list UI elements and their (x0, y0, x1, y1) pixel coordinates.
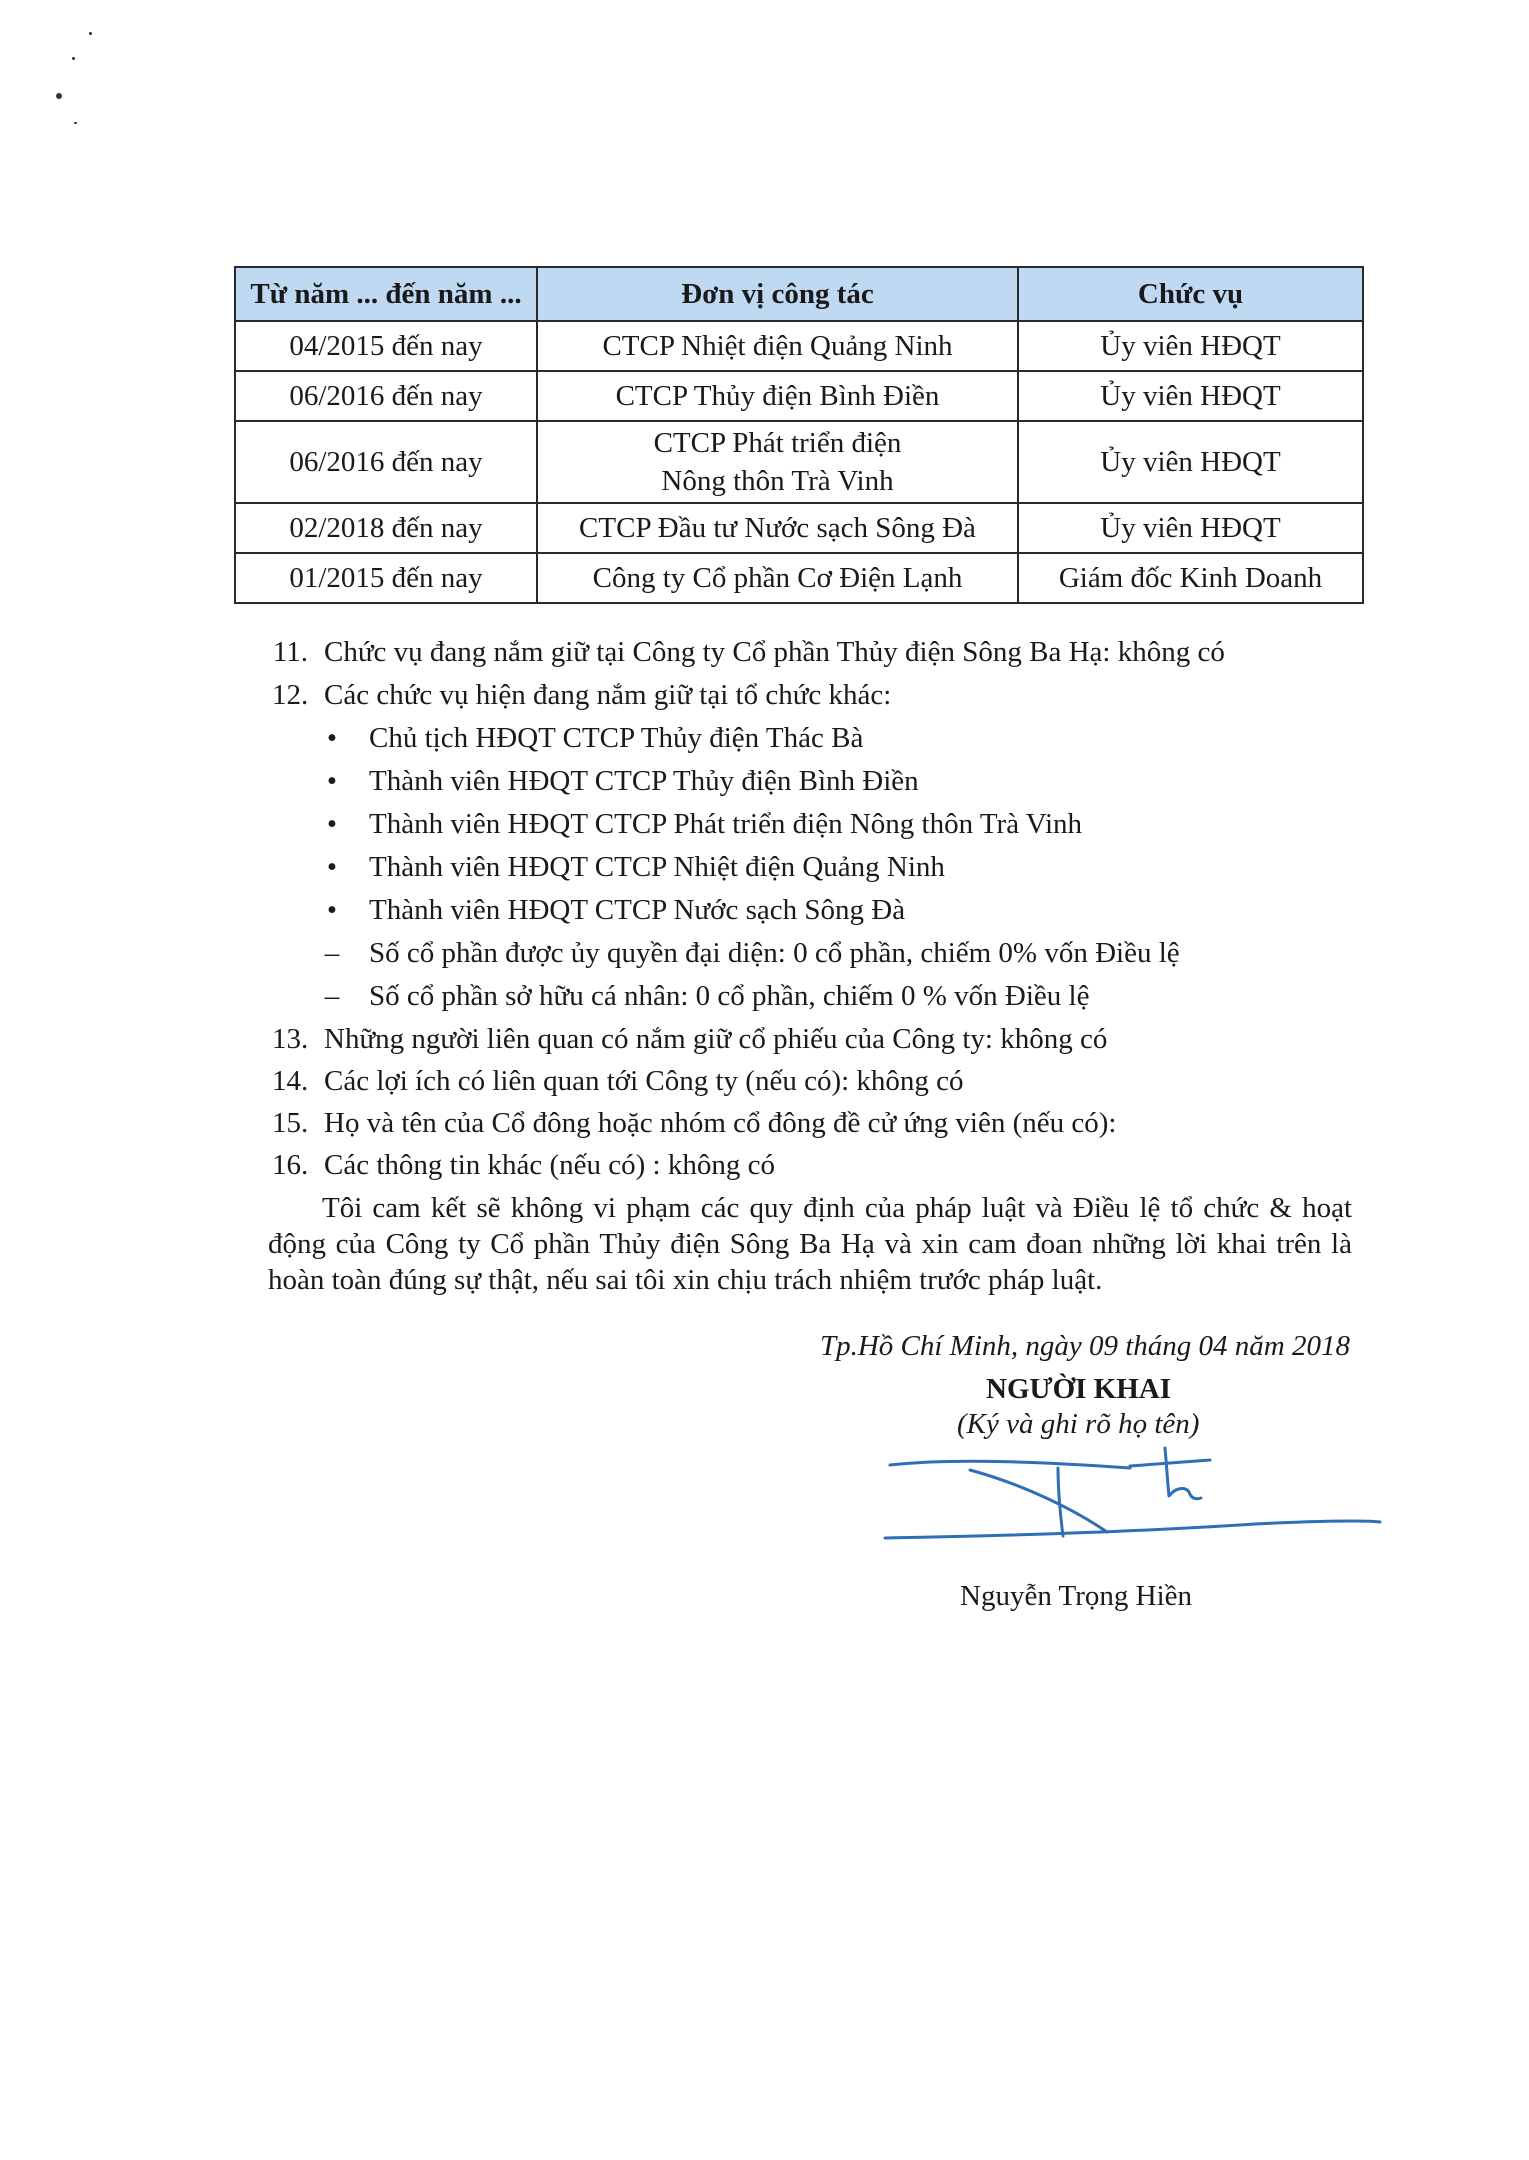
commitment-paragraph: Tôi cam kết sẽ không vi phạm các quy định của pháp luật và Điều lệ tổ chức & hoạt động của Công ty Cổ phần Thủy điện Sông Ba Hạ và xin cam đoan những lời khai trên là hoàn toàn đúng sự thật, nếu sai tôi xin chịu trách nhiệm trước pháp luật. (268, 1192, 1352, 1296)
scan-speck (72, 57, 75, 60)
cell-position: Giám đốc Kinh Doanh (1018, 553, 1363, 603)
bullet-mark: • (326, 722, 338, 754)
dash-mark: – (324, 980, 340, 1012)
signature-instruction: (Ký và ghi rõ họ tên) (957, 1408, 1200, 1440)
item-text: Các chức vụ hiện đang nắm giữ tại tổ chức khác: (324, 679, 892, 711)
cell-unit-line: CTCP Phát triển điện (653, 427, 902, 459)
bullet-text: Chủ tịch HĐQT CTCP Thủy điện Thác Bà (369, 722, 864, 754)
cell-position: Ủy viên HĐQT (1018, 371, 1363, 421)
scan-speck (74, 122, 77, 124)
cell-unit-line: Nông thôn Trà Vinh (661, 465, 894, 497)
header-period: Từ năm ... đến năm ... (235, 267, 537, 321)
cell-period: 06/2016 đến nay (235, 371, 537, 421)
item-number: 11. (272, 636, 308, 668)
table-row (235, 421, 1363, 503)
cell-unit: CTCP Nhiệt điện Quảng Ninh (537, 321, 1018, 371)
bullet-mark: • (326, 765, 338, 797)
bullet-mark: • (326, 851, 338, 883)
cell-unit: CTCP Đầu tư Nước sạch Sông Đà (537, 503, 1018, 553)
scan-speck (89, 32, 92, 35)
table-header-row (235, 267, 1363, 321)
cell-period: 04/2015 đến nay (235, 321, 537, 371)
cell-unit: Công ty Cổ phần Cơ Điện Lạnh (537, 553, 1018, 603)
bullet-mark: • (326, 894, 338, 926)
item-text: Các thông tin khác (nếu có) : không có (324, 1149, 775, 1181)
table-row (235, 553, 1363, 603)
cell-unit (537, 421, 1018, 503)
header-position: Chức vụ (1018, 267, 1363, 321)
item-text: Chức vụ đang nắm giữ tại Công ty Cổ phần Thủy điện Sông Ba Hạ: không có (324, 636, 1225, 668)
handwritten-signature (875, 1440, 1395, 1550)
dash-mark: – (324, 937, 340, 969)
item-text: Các lợi ích có liên quan tới Công ty (nếu có): không có (324, 1065, 964, 1097)
table-row (235, 503, 1363, 553)
bullet-mark: • (326, 808, 338, 840)
item-number: 14. (272, 1065, 309, 1097)
item-number: 12. (272, 679, 309, 711)
cell-position: Ủy viên HĐQT (1018, 321, 1363, 371)
bullet-text: Thành viên HĐQT CTCP Phát triển điện Nông thôn Trà Vinh (369, 808, 1083, 840)
cell-period: 02/2018 đến nay (235, 503, 537, 553)
item-text: Họ và tên của Cổ đông hoặc nhóm cổ đông đề cử ứng viên (nếu có): (324, 1107, 1117, 1139)
cell-period: 06/2016 đến nay (235, 421, 537, 503)
dash-text: Số cổ phần sở hữu cá nhân: 0 cổ phần, chiếm 0 % vốn Điều lệ (369, 980, 1090, 1012)
work-history-table (234, 266, 1364, 604)
table-row (235, 371, 1363, 421)
cell-period: 01/2015 đến nay (235, 553, 537, 603)
item-number: 16. (272, 1149, 309, 1181)
bullet-text: Thành viên HĐQT CTCP Nước sạch Sông Đà (369, 894, 906, 926)
signer-title: NGƯỜI KHAI (986, 1373, 1172, 1405)
cell-unit: CTCP Thủy điện Bình Điền (537, 371, 1018, 421)
item-number: 15. (272, 1107, 309, 1139)
header-unit: Đơn vị công tác (537, 267, 1018, 321)
cell-position: Ủy viên HĐQT (1018, 503, 1363, 553)
cell-position: Ủy viên HĐQT (1018, 421, 1363, 503)
item-number: 13. (272, 1023, 309, 1055)
bullet-text: Thành viên HĐQT CTCP Thủy điện Bình Điền (369, 765, 919, 797)
signer-name: Nguyễn Trọng Hiền (960, 1580, 1193, 1612)
scan-speck (56, 93, 62, 99)
date-line: Tp.Hồ Chí Minh, ngày 09 tháng 04 năm 2018 (819, 1330, 1350, 1362)
dash-text: Số cổ phần được ủy quyền đại diện: 0 cổ phần, chiếm 0% vốn Điều lệ (369, 937, 1180, 969)
table-row (235, 321, 1363, 371)
bullet-text: Thành viên HĐQT CTCP Nhiệt điện Quảng Ninh (369, 851, 945, 883)
item-text: Những người liên quan có nắm giữ cổ phiếu của Công ty: không có (324, 1023, 1108, 1055)
